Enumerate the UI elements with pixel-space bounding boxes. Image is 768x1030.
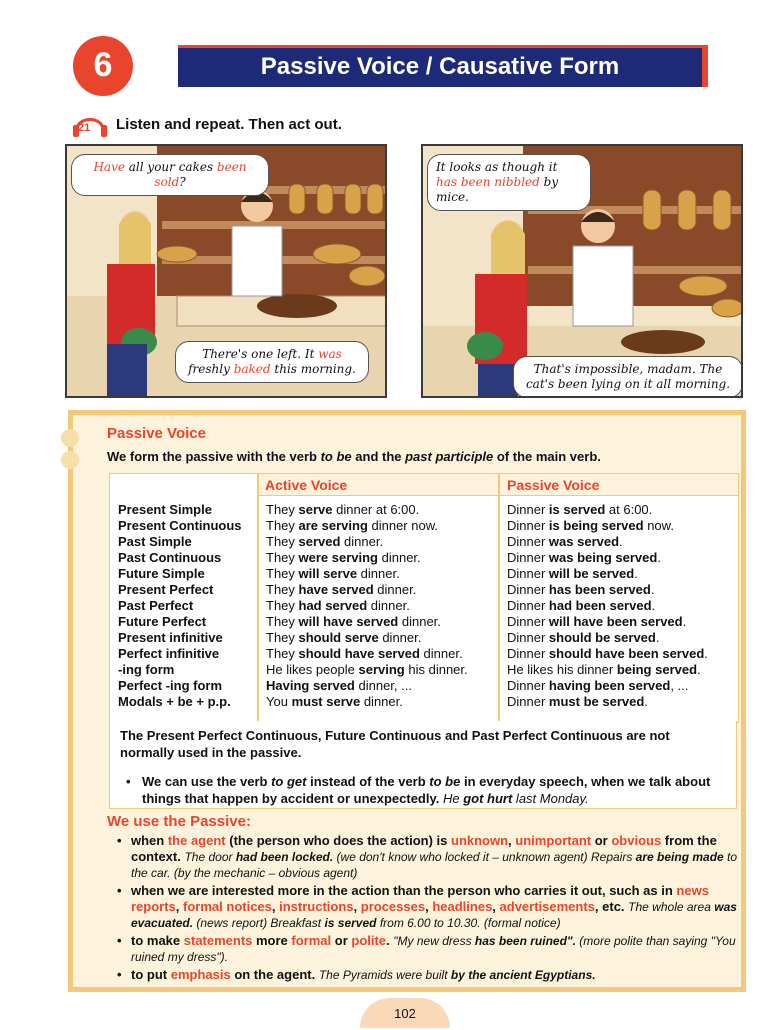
use-part: , etc. xyxy=(594,899,629,914)
decorative-dot xyxy=(61,451,79,469)
speech-bubble-baker: That's impossible, madam. The cat's been lying on it all morning. xyxy=(513,356,743,398)
get-note-part: last Monday. xyxy=(512,791,589,806)
use-part: to the car. (by the mechanic – obvious agent) xyxy=(131,850,738,880)
use-part: when xyxy=(131,833,168,848)
tense-column xyxy=(118,502,258,710)
active-example xyxy=(266,502,502,518)
intro-part: past participle xyxy=(405,449,494,464)
unit-number-badge: 6 xyxy=(73,36,133,96)
example-part: at 6:00. xyxy=(605,502,653,517)
get-note-part: He xyxy=(442,791,464,806)
use-part: (more polite than saying "You ruined my dress"). xyxy=(131,934,736,964)
tense-label: Perfect -ing form xyxy=(118,678,223,693)
use-part: to make xyxy=(131,933,184,948)
example-part: have served xyxy=(298,582,374,597)
example-part: Dinner xyxy=(507,598,549,613)
example-part: . xyxy=(650,582,655,597)
use-part: formal notices xyxy=(183,899,272,914)
example-part: is served xyxy=(548,502,606,517)
example-part: must be served xyxy=(548,694,645,709)
passive-example xyxy=(507,646,739,662)
use-part: , xyxy=(508,833,516,848)
use-part: to put xyxy=(131,967,171,982)
use-part: The door xyxy=(184,850,236,864)
active-example xyxy=(266,598,502,614)
example-part: should be served xyxy=(548,630,656,645)
example-part: They xyxy=(266,534,299,549)
active-example xyxy=(266,534,502,550)
example-part: should have been served xyxy=(548,646,705,661)
active-column xyxy=(266,502,502,710)
bubble-text-part: It looks as though it xyxy=(436,160,558,174)
intro-part: to be xyxy=(320,449,352,464)
tense-label: Modals + be + p.p. xyxy=(118,694,231,709)
use-part: unimportant xyxy=(515,833,592,848)
use-part: news reports xyxy=(131,883,709,914)
example-part: serving xyxy=(358,662,405,677)
speech-bubble-customer xyxy=(71,154,269,196)
use-part: was evacuated. xyxy=(131,900,737,930)
use-part: , xyxy=(492,899,500,914)
bubble-text-part: been sold xyxy=(154,160,247,189)
tense-label: -ing form xyxy=(118,662,175,677)
example-part: Dinner xyxy=(507,518,549,533)
bubble-text-part: baked xyxy=(233,362,271,376)
passive-example xyxy=(507,614,739,630)
tense-label: Perfect infinitive xyxy=(118,646,220,661)
example-part: They xyxy=(266,550,299,565)
passive-example xyxy=(507,582,739,598)
tense-label: Future Simple xyxy=(118,566,205,581)
list-item xyxy=(113,883,745,931)
example-part: Dinner xyxy=(507,582,549,597)
use-part: , xyxy=(353,899,361,914)
tense-label: Present Perfect xyxy=(118,582,214,597)
example-part: now. xyxy=(643,518,674,533)
use-part: The Pyramids were built xyxy=(318,968,451,982)
note-not-used: The Present Perfect Continuous, Future Continuous and Past Perfect Continuous are not normally used in the passive. xyxy=(120,728,670,760)
use-part: The whole area xyxy=(628,900,715,914)
active-example xyxy=(266,566,502,582)
bubble-text-part: freshly xyxy=(188,362,234,376)
passive-example xyxy=(507,566,739,582)
get-note-part: instead of the verb xyxy=(306,774,430,789)
passive-example xyxy=(507,502,739,518)
get-note-part: We can use the verb xyxy=(142,774,272,789)
listen-instruction-text: Listen and repeat. Then act out. xyxy=(116,115,342,133)
uses-list xyxy=(113,833,745,985)
example-part: Dinner xyxy=(507,566,549,581)
example-part: served xyxy=(298,534,341,549)
example-part: his dinner. xyxy=(404,662,468,677)
example-part: You xyxy=(266,694,292,709)
active-example xyxy=(266,630,502,646)
bubble-text-part: ? xyxy=(179,175,186,189)
active-example xyxy=(266,662,502,678)
use-part: , xyxy=(425,899,433,914)
active-example xyxy=(266,646,502,662)
example-part: They xyxy=(266,598,299,613)
speech-bubble-baker xyxy=(175,341,369,383)
get-note xyxy=(120,773,726,807)
tense-label: Present Continuous xyxy=(118,518,242,533)
use-part: statements xyxy=(183,933,253,948)
active-example xyxy=(266,614,502,630)
use-part: formal xyxy=(291,933,332,948)
bubble-text-part: Have xyxy=(93,160,125,174)
get-note-part: in everyday speech, when we talk about things that happen by accident or unexpectedly. xyxy=(142,774,711,806)
speech-bubble-customer xyxy=(427,154,591,211)
use-part: instructions xyxy=(279,899,354,914)
tense-table xyxy=(109,473,739,723)
example-part: is being served xyxy=(548,518,644,533)
example-part: dinner. xyxy=(378,550,421,565)
example-part: Dinner xyxy=(507,694,549,709)
example-part: should have served xyxy=(298,646,420,661)
example-part: , ... xyxy=(670,678,689,693)
get-note-part: got hurt xyxy=(463,791,513,806)
example-part: having been served xyxy=(548,678,671,693)
intro-part: of the main verb. xyxy=(493,449,601,464)
use-part: (we don't know who locked it – unknown agent) Repairs xyxy=(333,850,636,864)
get-note-part: to get xyxy=(271,774,307,789)
example-part: will serve xyxy=(298,566,358,581)
passive-voice-heading: Passive Voice xyxy=(107,425,206,442)
example-part: dinner. xyxy=(360,694,403,709)
intro-part: and the xyxy=(351,449,406,464)
passive-example xyxy=(507,518,739,534)
use-part: headlines xyxy=(432,899,493,914)
example-part: Dinner xyxy=(507,502,549,517)
example-part: Dinner xyxy=(507,534,549,549)
bubble-text-part: has been nibbled xyxy=(436,175,540,189)
headphones-icon[interactable] xyxy=(72,108,108,140)
use-part: advertisements xyxy=(499,899,595,914)
use-part: or xyxy=(331,933,352,948)
example-part: dinner. xyxy=(378,630,422,645)
passive-intro xyxy=(107,449,601,464)
example-part: . xyxy=(697,662,701,677)
example-part: dinner. xyxy=(373,582,417,597)
use-part: is served xyxy=(324,916,377,930)
example-part: will be served xyxy=(548,566,635,581)
example-part: serve xyxy=(298,502,333,517)
example-part: Dinner xyxy=(507,646,549,661)
tense-label: Past Perfect xyxy=(118,598,194,613)
use-part: by the ancient Egyptians. xyxy=(450,968,596,982)
example-part: Dinner xyxy=(507,614,549,629)
example-part: They xyxy=(266,518,299,533)
use-part: , xyxy=(175,899,184,914)
audio-track-number: 21 xyxy=(78,122,91,134)
tense-label: Past Simple xyxy=(118,534,192,549)
active-example xyxy=(266,678,502,694)
uses-heading: We use the Passive: xyxy=(107,813,251,830)
comic-panel-2 xyxy=(421,144,743,398)
listen-instruction xyxy=(72,108,342,140)
example-part: had been served xyxy=(548,598,652,613)
list-item xyxy=(113,967,745,983)
use-part: has been ruined". xyxy=(474,934,576,948)
example-part: . xyxy=(634,566,638,581)
example-part: They xyxy=(266,630,299,645)
example-part: has been served xyxy=(548,582,651,597)
bubble-text-part: this morning. xyxy=(270,362,356,376)
example-part: Dinner xyxy=(507,630,549,645)
use-part: from the context. xyxy=(131,833,717,864)
passive-note xyxy=(109,721,737,809)
tense-label: Past Continuous xyxy=(118,550,222,565)
example-part: He likes people xyxy=(266,662,359,677)
use-part: or xyxy=(591,833,612,848)
decorative-dot xyxy=(61,429,79,447)
example-part: Dinner xyxy=(507,678,549,693)
use-part: more xyxy=(252,933,292,948)
example-part: will have served xyxy=(298,614,399,629)
use-part: from 6.00 to 10.30. (formal notice) xyxy=(376,916,561,930)
example-part: . xyxy=(619,534,623,549)
tense-label: Present infinitive xyxy=(118,630,223,645)
example-part: dinner. xyxy=(419,646,463,661)
example-part: . xyxy=(704,646,708,661)
active-example xyxy=(266,518,502,534)
example-part: . xyxy=(655,630,660,645)
example-part: He likes his dinner xyxy=(507,662,617,677)
use-part: (the person who does the action) is xyxy=(225,833,451,848)
example-part: . xyxy=(651,598,656,613)
example-part: They xyxy=(266,566,299,581)
passive-example xyxy=(507,694,739,710)
use-part: "My new dress xyxy=(393,934,475,948)
tense-label: Present Simple xyxy=(118,502,212,517)
active-example xyxy=(266,582,502,598)
use-part: processes xyxy=(360,899,426,914)
passive-example xyxy=(507,678,739,694)
example-part: was served xyxy=(548,534,620,549)
passive-example xyxy=(507,598,739,614)
example-part: dinner. xyxy=(367,598,410,613)
list-item xyxy=(113,933,745,965)
bubble-text-part: by mice. xyxy=(436,175,559,204)
example-part: must serve xyxy=(291,694,361,709)
use-part: are being made xyxy=(635,850,724,864)
example-part: will have been served xyxy=(548,614,683,629)
example-part: They xyxy=(266,502,299,517)
example-part: should serve xyxy=(298,630,379,645)
use-part: emphasis xyxy=(170,967,231,982)
example-part: was being served xyxy=(548,550,658,565)
page-title: Passive Voice / Causative Form xyxy=(178,45,708,87)
example-part: dinner now. xyxy=(367,518,438,533)
grammar-box xyxy=(68,410,746,992)
example-part: being served xyxy=(616,662,698,677)
example-part: . xyxy=(644,694,648,709)
use-part: . xyxy=(386,933,394,948)
passive-example xyxy=(507,662,739,678)
active-voice-header: Active Voice xyxy=(257,474,498,496)
use-part: on the agent. xyxy=(230,967,319,982)
example-part: Having served xyxy=(266,678,355,693)
example-part: dinner, ... xyxy=(354,678,412,693)
passive-column xyxy=(507,502,739,710)
bubble-text-part: all your cakes xyxy=(124,160,217,174)
example-part: dinner. xyxy=(398,614,441,629)
example-part: They xyxy=(266,646,299,661)
page-number: 102 xyxy=(360,998,450,1028)
example-part: They xyxy=(266,614,299,629)
use-part: obvious xyxy=(611,833,662,848)
passive-example xyxy=(507,630,739,646)
use-part: polite xyxy=(351,933,387,948)
example-part: . xyxy=(682,614,687,629)
use-part: , xyxy=(271,899,280,914)
example-part: dinner. xyxy=(357,566,400,581)
intro-part: We form the passive with the verb xyxy=(107,449,321,464)
example-part: were serving xyxy=(298,550,379,565)
example-part: . xyxy=(657,550,661,565)
example-part: are serving xyxy=(298,518,368,533)
use-part: the agent xyxy=(167,833,226,848)
bubble-text-part: was xyxy=(318,347,342,361)
active-example xyxy=(266,694,502,710)
example-part: Dinner xyxy=(507,550,549,565)
example-part: dinner at 6:00. xyxy=(332,502,420,517)
use-part: had been locked. xyxy=(235,850,334,864)
use-part: unknown xyxy=(451,833,509,848)
use-part: when we are interested more in the action than the person who carries it out, such as in xyxy=(131,883,677,898)
tense-label: Future Perfect xyxy=(118,614,207,629)
use-part: (news report) Breakfast xyxy=(193,916,325,930)
passive-example xyxy=(507,550,739,566)
example-part: They xyxy=(266,582,299,597)
passive-example xyxy=(507,534,739,550)
passive-voice-header: Passive Voice xyxy=(499,474,738,496)
list-item xyxy=(113,833,745,881)
example-part: had served xyxy=(298,598,368,613)
example-part: dinner. xyxy=(340,534,384,549)
active-example xyxy=(266,550,502,566)
bubble-text-part: There's one left. It xyxy=(202,347,319,361)
comic-panel-1 xyxy=(65,144,387,398)
get-note-part: to be xyxy=(429,774,461,789)
